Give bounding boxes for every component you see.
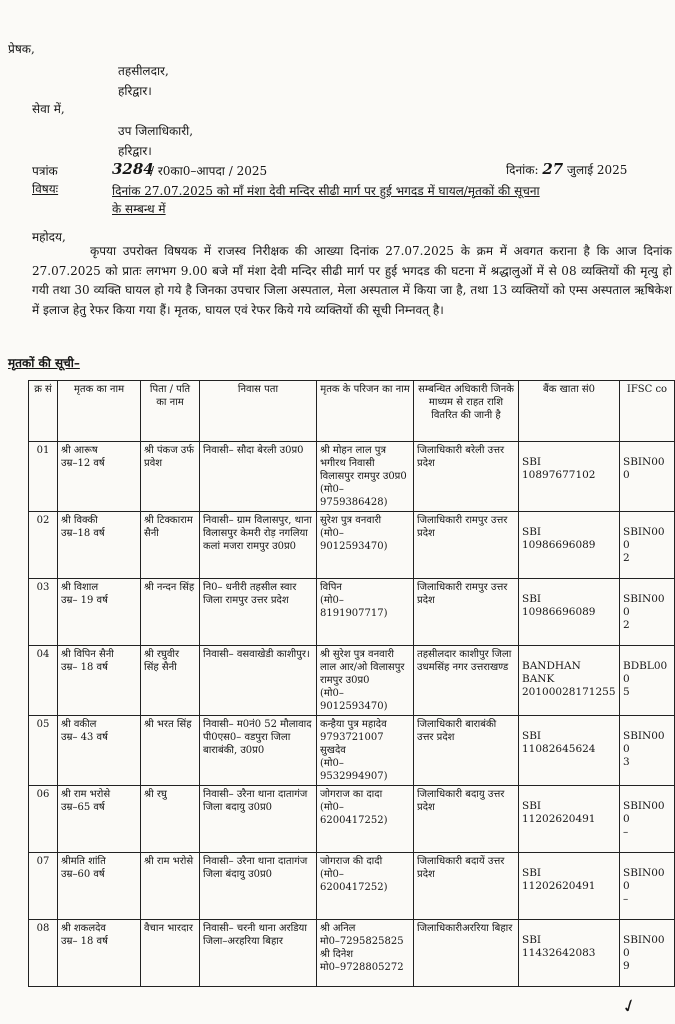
cell-ifsc: SBIN000 –: [620, 786, 675, 853]
salutation: महोदय,: [32, 230, 66, 244]
cell-name: श्री विक्की उम्र–18 वर्ष: [58, 512, 141, 579]
cell-bank: SBI 10986696089: [519, 512, 620, 579]
table-row: [29, 646, 675, 716]
cell-ifsc: SBIN000 2: [620, 579, 675, 646]
cell-name: श्री विपिन सैनी उम्र– 18 वर्ष: [58, 646, 141, 716]
cell-kin: जोगराज का दादा (मो0– 6200417252): [317, 786, 414, 853]
subject-label: विषयः: [32, 182, 59, 196]
reference-suffix: / र0का0–आपदा / 2025: [150, 164, 268, 178]
cell-kin: जोगराज की दादी (मो0– 6200417252): [317, 853, 414, 920]
header-name: मृतक का नाम: [58, 381, 141, 442]
cell-ifsc: SBIN000 3: [620, 716, 675, 786]
cell-address: निवासी– म0नं0 52 मौलावाद पी0एस0– वडपुरा जिला बाराबंकी, उ0प्र0: [200, 716, 317, 786]
deceased-list-title: मृतकों की सूची–: [8, 356, 80, 370]
cell-kin: श्री सुरेश पुत्र वनवारी लाल आर/ओ विलासपुर रामपुर उ0प्र0 (मो0–9012593470): [317, 646, 414, 716]
cell-officer: जिलाधिकारी बदायु उत्तर प्रदेश: [414, 786, 519, 853]
cell-kin: श्री मोहन लाल पुत्र भगीरथ निवासी विलासपुर रामपुर उ0प्र0 (मो0–9759386428): [317, 442, 414, 512]
cell-father: श्री भरत सिंह: [141, 716, 200, 786]
cell-officer: जिलाधिकारी बदायें उत्तर प्रदेश: [414, 853, 519, 920]
cell-bank: SBI 11202620491: [519, 786, 620, 853]
reference-label: पत्रांक: [32, 164, 58, 178]
header-kin: मृतक के परिजन का नाम: [317, 381, 414, 442]
cell-address: निवासी– ग्राम विलासपुर, थाना विलासपुर केमरी रोड़ नगलिया कलां मजरा रामपुर उ0प्र0: [200, 512, 317, 579]
subject-line-2: के सम्बन्ध में: [112, 202, 166, 216]
table-row: [29, 579, 675, 646]
table-row: [29, 716, 675, 786]
table-row: [29, 920, 675, 987]
cell-serial: 02: [29, 512, 58, 579]
cell-ifsc: BDBL000 5: [620, 646, 675, 716]
letter-date: [506, 160, 627, 178]
cell-address: नि0– धनीरी तहसील स्वार जिला रामपुर उत्तर प्रदेश: [200, 579, 317, 646]
header-bank: बैंक खाता सं0: [519, 381, 620, 442]
recipient-place: हरिद्वार।: [118, 144, 152, 158]
cell-ifsc: SBIN000 2: [620, 512, 675, 579]
cell-serial: 01: [29, 442, 58, 512]
cell-bank: SBI 11082645624: [519, 716, 620, 786]
sender-label: प्रेषक,: [8, 42, 35, 56]
cell-name: श्री शकलदेव उम्र– 18 वर्ष: [58, 920, 141, 987]
header-ifsc: IFSC co: [620, 381, 675, 442]
cell-officer: जिलाधिकारी बाराबंकी उत्तर प्रदेश: [414, 716, 519, 786]
reference-number-handwritten: 3284: [112, 160, 154, 178]
cell-father: श्री नन्दन सिंह: [141, 579, 200, 646]
cell-ifsc: SBIN000 –: [620, 853, 675, 920]
recipient-label: सेवा में,: [32, 102, 65, 116]
header-father: पिता / पति का नाम: [141, 381, 200, 442]
cell-officer: जिलाधिकारी रामपुर उत्तर प्रदेश: [414, 579, 519, 646]
deceased-table: [28, 380, 675, 987]
cell-bank: SBI 11202620491: [519, 853, 620, 920]
body-paragraph: कृपया उपरोक्त विषयक में राजस्व निरीक्षक की आख्या दिनांक 27.07.2025 के क्रम में अवगत कराना है कि आज दिनांक 27.07.2025 को प्रातः लगभग 9.00 बजे माँ मंशा देवी मन्दिर सीढी मार्ग पर हुई भगदड की घटना में श्रद्धालुओं में से 08 व्यक्तियों की मृत्यु हो गयी तथा 30 व्यक्ति घायल हो गये है जिनका उपचार जिला अस्पताल, मेला अस्पताल में किया जा है, तथा 13 व्यक्तियों को एम्स अस्पताल ऋषिकेश में इलाज हेतु रेफर किया गया हैं। मृतक, घायल एवं रेफर किये गये व्यक्तियों की सूची निम्नवत् है।: [32, 244, 672, 317]
cell-officer: जिलाधिकारी बरेली उत्तर प्रदेश: [414, 442, 519, 512]
subject-line-1: दिनांक 27.07.2025 को माँ मंशा देवी मन्दिर सीढी मार्ग पर हुई भगदड में घायल/मृतकों की सूचना: [112, 184, 540, 198]
table-row: [29, 853, 675, 920]
cell-bank: SBI 10897677102: [519, 442, 620, 512]
cell-serial: 03: [29, 579, 58, 646]
table-row: [29, 786, 675, 853]
cell-name: श्री आरूष उम्र–12 वर्ष: [58, 442, 141, 512]
table-row: [29, 512, 675, 579]
cell-kin: सुरेश पुत्र वनवारी (मो0–9012593470): [317, 512, 414, 579]
cell-address: निवासी– सौदा बेरली उ0प्र0: [200, 442, 317, 512]
cell-name: श्री राम भरोसे उम्र–65 वर्ष: [58, 786, 141, 853]
cell-kin: विपिन (मो0– 8191907717): [317, 579, 414, 646]
cell-address: निवासी– उरैना थाना दातागंज जिला बदायु उ0प्र0: [200, 786, 317, 853]
header-officer: सम्बन्धित अधिकारी जिनके माध्यम से राहत राशि वितरित की जानी है: [414, 381, 519, 442]
table-header-row: [29, 381, 675, 442]
cell-serial: 08: [29, 920, 58, 987]
table-row: [29, 442, 675, 512]
cell-officer: तहसीलदार काशीपुर जिला उधमसिंह नगर उत्तराखण्ड: [414, 646, 519, 716]
cell-serial: 06: [29, 786, 58, 853]
cell-father: वैचान भारदार: [141, 920, 200, 987]
header-address: निवास पता: [200, 381, 317, 442]
cell-address: निवासी– चरनी थाना अरडिया जिला–अरहरिया बिहार: [200, 920, 317, 987]
cell-serial: 04: [29, 646, 58, 716]
date-label: दिनांक:: [506, 163, 539, 177]
sender-title: तहसीलदार,: [118, 64, 169, 78]
cell-officer: जिलाधिकारीअररिया बिहार: [414, 920, 519, 987]
cell-name: श्री वकील उम्र– 43 वर्ष: [58, 716, 141, 786]
cell-serial: 07: [29, 853, 58, 920]
cell-address: निवासी– वसवाखेडी काशीपुर।: [200, 646, 317, 716]
corner-check-mark: ✓: [618, 994, 641, 1019]
cell-bank: SBI 11432642083: [519, 920, 620, 987]
cell-officer: जिलाधिकारी रामपुर उत्तर प्रदेश: [414, 512, 519, 579]
cell-name: श्री विशाल उम्र– 19 वर्ष: [58, 579, 141, 646]
cell-serial: 05: [29, 716, 58, 786]
cell-ifsc: SBIN000: [620, 442, 675, 512]
cell-bank: SBI 10986696089: [519, 579, 620, 646]
cell-father: श्री राम भरोसे: [141, 853, 200, 920]
cell-address: निवासी– उरैना थाना दातागंज जिला बंदायु उ0प्र0: [200, 853, 317, 920]
date-month-year: जुलाई 2025: [567, 163, 628, 177]
cell-father: श्री टिक्काराम सैनी: [141, 512, 200, 579]
recipient-title: उप जिलाधिकारी,: [118, 124, 194, 138]
cell-name: श्रीमति शांति उम्र–60 वर्ष: [58, 853, 141, 920]
cell-kin: श्री अनिल मो0–7295825825 श्री दिनेश मो0–9728805272: [317, 920, 414, 987]
cell-kin: कन्हैया पुत्र महादेव 9793721007 सुखदेव (मो0–9532994907): [317, 716, 414, 786]
cell-bank: BANDHAN BANK 20100028171255: [519, 646, 620, 716]
sender-place: हरिद्वार।: [118, 84, 152, 98]
header-serial: क्र सं: [29, 381, 58, 442]
cell-father: श्री पंकज उर्फ प्रवेश: [141, 442, 200, 512]
date-day-handwritten: 27: [542, 160, 564, 178]
cell-ifsc: SBIN000 9: [620, 920, 675, 987]
cell-father: श्री रघु: [141, 786, 200, 853]
cell-father: श्री रघुवीर सिंह सैनी: [141, 646, 200, 716]
